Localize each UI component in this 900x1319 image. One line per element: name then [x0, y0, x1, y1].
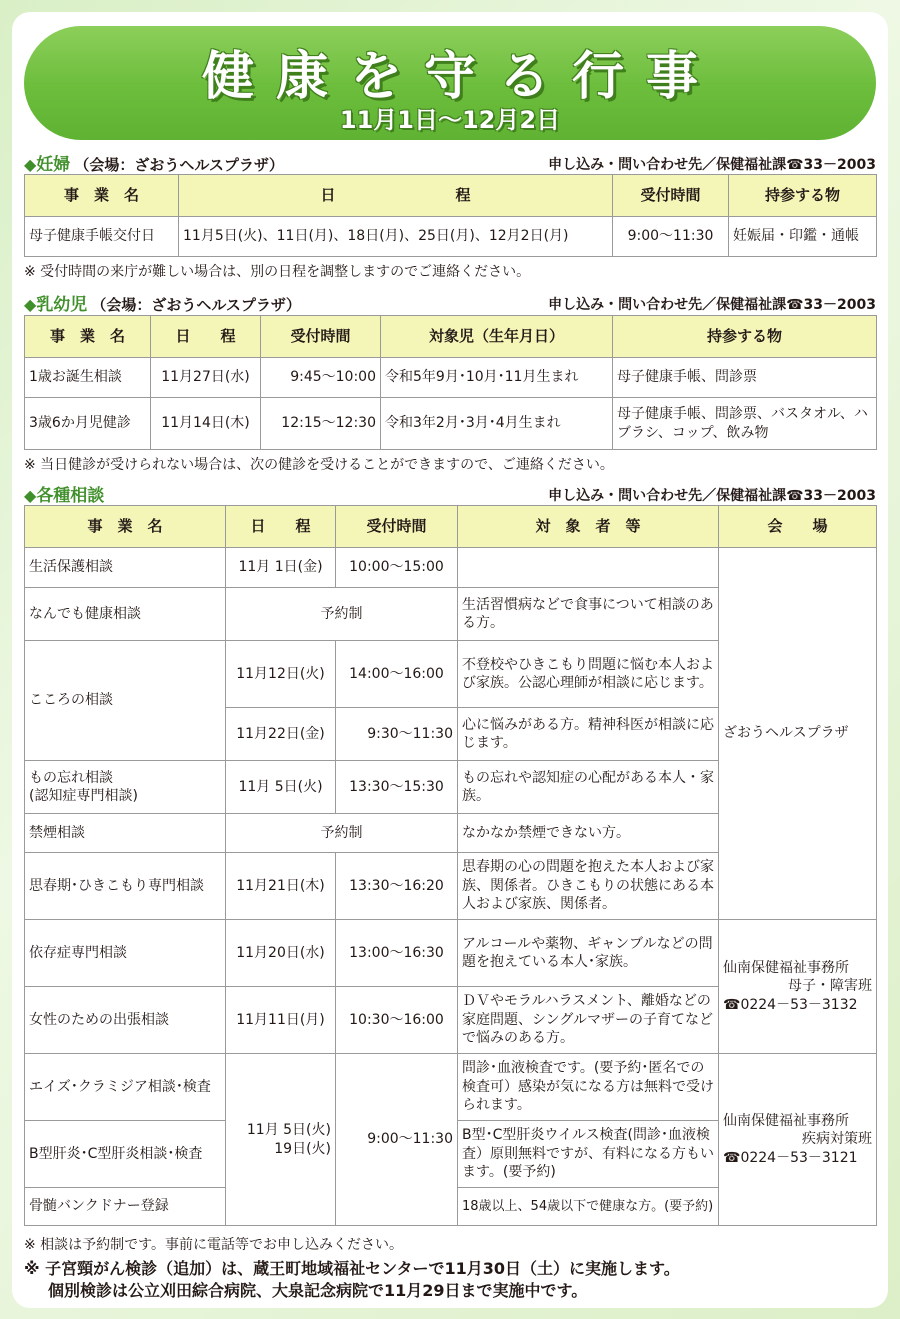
table-row: 1歳お誕生相談 11月27日(水) 9:45～10:00 令和5年9月･10月･11月生まれ 母子健康手帳、問診票	[25, 358, 877, 398]
pregnant-table	[24, 174, 877, 257]
pregnant-section-header	[24, 150, 876, 175]
table-row: こころの相談 11月12日(火) 14:00～16:00 不登校やひきこもり問題に悩む本人および家族。公認心理師が相談に応じます。	[25, 641, 877, 708]
infant-note: ※ 当日健診が受けられない場合は、次の健診を受けることができますので、ご連絡ください。	[24, 457, 614, 473]
event-period: 11月1日～12月2日	[339, 106, 561, 134]
table-row: 思春期･ひきこもり専門相談 11月21日(木) 13:30～16:20 思春期の心の問題を抱えた本人および家族、関係者。ひきこもりの状態にある本人および家族、関係者。	[25, 853, 877, 920]
venue-cell: 仙南保健福祉事務所 疾病対策班 ☎0224－53－3121	[719, 1054, 877, 1226]
footer-line-2: 個別検診は公立刈田綜合病院、大泉記念病院で11月29日まで実施中です。	[48, 1281, 588, 1300]
infant-contact: 申し込み・問い合わせ先／保健福祉課☎33－2003	[548, 297, 876, 313]
pregnant-contact: 申し込み・問い合わせ先／保健福祉課☎33－2003	[548, 157, 876, 173]
table-row: 生活保護相談 11月 1日(金) 10:00～15:00 ざおうヘルスプラザ	[25, 548, 877, 588]
consult-contact: 申し込み・問い合わせ先／保健福祉課☎33－2003	[548, 488, 876, 504]
col-header: 受付時間	[336, 506, 458, 548]
table-row: なんでも健康相談 予約制 生活習慣病などで食事について相談のある方。	[25, 588, 877, 641]
col-header: 日 程	[179, 175, 613, 217]
table-row: 11月22日(金) 9:30～11:30 心に悩みがある方。精神科医が相談に応じます。	[25, 708, 877, 761]
col-header: 持参する物	[613, 316, 877, 358]
col-header: 事 業 名	[25, 175, 179, 217]
consult-section-header	[24, 481, 876, 506]
table-row: エイズ･クラミジア相談･検査 11月 5日(火) 19日(火) 9:00～11:30 問診･血液検査です。(要予約･匿名での検査可）感染が気になる方は無料で受けられます。 仙南保健福祉事務所 疾病対策班 ☎0224－53－3121	[25, 1054, 877, 1121]
venue-cell: 仙南保健福祉事務所 母子・障害班 ☎0224－53－3132	[719, 920, 877, 1054]
table-row: もの忘れ相談 (認知症専門相談) 11月 5日(火) 13:30～15:30 もの忘れや認知症の心配がある本人・家族。	[25, 761, 877, 814]
consult-note: ※ 相談は予約制です。事前に電話等でお申し込みください。	[24, 1237, 404, 1253]
infant-table	[24, 315, 877, 450]
pregnant-section-title: ◆妊婦 （会場：ざおうヘルスプラザ）	[24, 155, 284, 175]
title-banner	[24, 26, 876, 140]
diamond-icon: ◆	[24, 295, 37, 314]
diamond-icon: ◆	[24, 486, 37, 505]
col-header: 事 業 名	[25, 506, 226, 548]
table-row: 3歳6か月児健診 11月14日(木) 12:15～12:30 令和3年2月･3月･4月生まれ 母子健康手帳、問診票、バスタオル、ハブラシ、コップ、飲み物	[25, 398, 877, 450]
table-row: 依存症専門相談 11月20日(水) 13:00～16:30 アルコールや薬物、ギャンブルなどの問題を抱えている本人･家族。 仙南保健福祉事務所 母子・障害班 ☎0224－53－3132	[25, 920, 877, 987]
col-header: 受付時間	[613, 175, 729, 217]
col-header: 事 業 名	[25, 316, 151, 358]
infant-section-title: ◆乳幼児 （会場：ざおうヘルスプラザ）	[24, 295, 301, 315]
consult-table	[24, 505, 877, 1226]
col-header: 対象児（生年月日）	[381, 316, 613, 358]
col-header: 日 程	[226, 506, 336, 548]
venue-cell: ざおうヘルスプラザ	[719, 548, 877, 920]
consult-section-title: ◆各種相談	[24, 486, 105, 506]
col-header: 対 象 者 等	[458, 506, 719, 548]
table-row: 母子健康手帳交付日 11月5日(火)、11日(月)、18日(月)、25日(月)、12月2日(月) 9:00～11:30 妊娠届・印鑑・通帳	[25, 217, 877, 257]
infant-section-header	[24, 290, 876, 315]
table-row: 禁煙相談 予約制 なかなか禁煙できない方。	[25, 814, 877, 853]
pregnant-note: ※ 受付時間の来庁が難しい場合は、別の日程を調整しますのでご連絡ください。	[24, 264, 531, 280]
footer-line-1: ※ 子宮頸がん検診（追加）は、蔵王町地域福祉センターで11月30日（土）に実施します。	[24, 1259, 680, 1278]
table-row: 骨髄バンクドナー登録 18歳以上、54歳以下で健康な方。(要予約)	[25, 1188, 877, 1226]
col-header: 日 程	[151, 316, 261, 358]
table-row: B型肝炎･C型肝炎相談･検査 B型･C型肝炎ウイルス検査(問診･血液検査）原則無料ですが、有料になる方もいます。(要予約)	[25, 1121, 877, 1188]
col-header: 受付時間	[261, 316, 381, 358]
table-row: 女性のための出張相談 11月11日(月) 10:30～16:00 ＤＶやモラルハラスメント、離婚などの家庭問題、シングルマザーの子育てなどで悩みのある方。	[25, 987, 877, 1054]
col-header: 会 場	[719, 506, 877, 548]
col-header: 持参する物	[729, 175, 877, 217]
page-title: 健康を守る行事	[201, 47, 720, 107]
diamond-icon: ◆	[24, 155, 37, 174]
